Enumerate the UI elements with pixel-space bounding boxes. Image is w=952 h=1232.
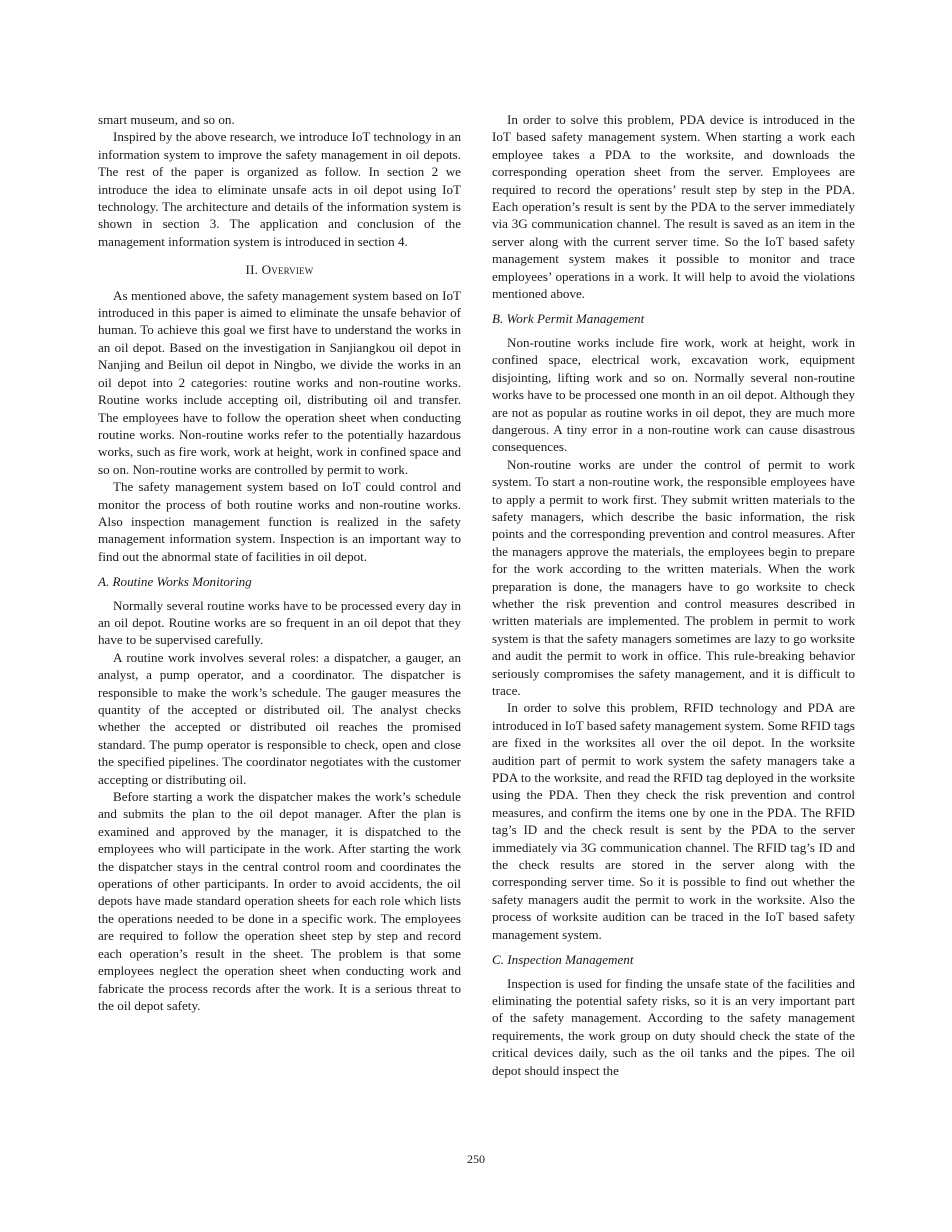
paragraph: A routine work involves several roles: a dispatcher, a gauger, an analyst, a pump operator, and a coordinator. The dispatcher is responsible to make the work’s schedule. The gauger measures the quantity of the accepted or distributed oil. The analyst checks whether the accepted or distributed oil reaches the promised standard. The pump operator is responsible to check, open and close the specified pipelines. The coordinator negotiates with the customer accepting or distributing oil. <box>98 649 461 787</box>
subsection-heading-work-permit: B. Work Permit Management <box>492 311 645 327</box>
paragraph: Non-routine works include fire work, work at height, work in confined space, electrical work, excavation work, equipment disjointing, lifting work and so on. Normally several non-routine works have to be processed one month in an oil depot. Although they are not as popular as routine works in oil depot, they are much more dangerous. A tiny error in a non-routine work can cause disastrous consequences. <box>492 334 855 455</box>
section-heading-overview: II. Overview <box>245 262 314 278</box>
paragraph: Inspired by the above research, we introduce IoT technology in an information system to improve the safety management in oil depots. The rest of the paper is organized as follow. In section 2 we introduce the idea to eliminate unsafe acts in oil depot using IoT technology. The architecture and details of the information system is shown in section 3. The application and conclusion of the management information system is introduced in section 4. <box>98 129 461 249</box>
subsection-heading-routine-works: A. Routine Works Monitoring <box>98 574 252 590</box>
paragraph: As mentioned above, the safety management system based on IoT introduced in this paper is aimed to eliminate the unsafe behavior of human. To achieve this goal we first have to understand the works in an oil depot. Based on the investigation in Sanjiangkou oil depot in Nanjing and Beilun oil depot in Ningbo, we divide the works in an oil depot into 2 categories: routine works and non-routine works. Routine works include accepting oil, distributing oil and transfer. The employees have to follow the operation sheet when conducting routine works. Non-routine works refer to the potentially hazardous works, such as fire work, work at height, work in confined space and so on. Non-routine works are controlled by permit to work. <box>98 287 461 477</box>
paragraph: Inspection is used for finding the unsafe state of the facilities and eliminating the potential safety risks, so it is an very important part of the safety management. According to the safety management requirements, the work group on duty should check the state of the critical devices daily, such as the oil tanks and the pipes. The oil depot should inspect the <box>492 975 855 1078</box>
subsection-heading-inspection: C. Inspection Management <box>492 952 634 968</box>
paragraph: The safety management system based on IoT could control and monitor the process of both routine works and non-routine works. Also inspection management function is realized in the safety management information system. Inspection is an important way to find out the abnormal state of facilities in oil depot. <box>98 479 461 564</box>
paragraph: Before starting a work the dispatcher makes the work’s schedule and submits the plan to the oil depot manager. After the plan is examined and approved by the manager, it is dispatched to the employees who will participate in the work. After starting the work the dispatcher stays in the central control room and coordinates the operations of other participants. In order to avoid accidents, the oil depots have made standard operation sheets for each role which lists the operations needed to be done in a specific work. The employees are required to follow the operation sheet step by step and record each operation’s result in the sheet. The problem is that some employees neglect the operation sheet when conducting work and fabricate the process records after the work. It is a serious threat to the oil depot safety. <box>98 789 461 1013</box>
left-column <box>98 111 461 1014</box>
page-number: 250 <box>467 1152 485 1166</box>
paragraph: In order to solve this problem, PDA device is introduced in the IoT based safety management system. When starting a work each employee takes a PDA to the worksite, and downloads the corresponding operation sheet from the server. Employees are required to record the operations’ result step by step in the PDA. Each operation’s result is sent by the PDA to the server immediately via 3G communication channel. The result is saved as an item in the server along with the current server time. So the IoT based safety management system makes it possible to monitor and trace employees’ operations in a work. It will help to avoid the violations mentioned above. <box>492 112 855 302</box>
paragraph: In order to solve this problem, RFID technology and PDA are introduced in IoT based safety management system. Some RFID tags are fixed in the worksites all over the oil depot. In the worksite audition part of permit to work system the safety managers take a PDA to the worksite, and read the RFID tag deployed in the worksite using the PDA. Then they check the risk prevention and control measures, and confirm the items one by one in the PDA. The RFID tag’s ID and the check result is sent by the PDA to the server immediately via 3G communication channel. The RFID tag’s ID and the check results are stored in the server along with the corresponding server time. So it is possible to find out whether the safety managers audit the permit to work in the worksite. Also the process of worksite audition can be traced in the IoT based safety management system. <box>492 700 855 942</box>
paragraph: Normally several routine works have to be processed every day in an oil depot. Routine works are so frequent in an oil depot that they have to be supervised carefully. <box>98 597 461 648</box>
right-column <box>492 111 855 1079</box>
paragraph: smart museum, and so on. <box>98 112 235 127</box>
paragraph: Non-routine works are under the control of permit to work system. To start a non-routine work, the responsible employees have to apply a permit to work first. They submit written materials to the safety managers, which describe the basic information, the risk points and the corresponding prevention and control measures. After the managers approve the materials, the employees begin to prepare for the work according to the written materials. When the work preparation is done, the managers have to go worksite to check whether the risk prevention and control measures described in written materials are implemented. The problem in permit to work system is that the safety managers sometimes are lazy to go worksite and audit the permit to work in office. This rule-breaking behavior seriously compromises the safety management, and it is difficult to trace. <box>492 456 855 698</box>
